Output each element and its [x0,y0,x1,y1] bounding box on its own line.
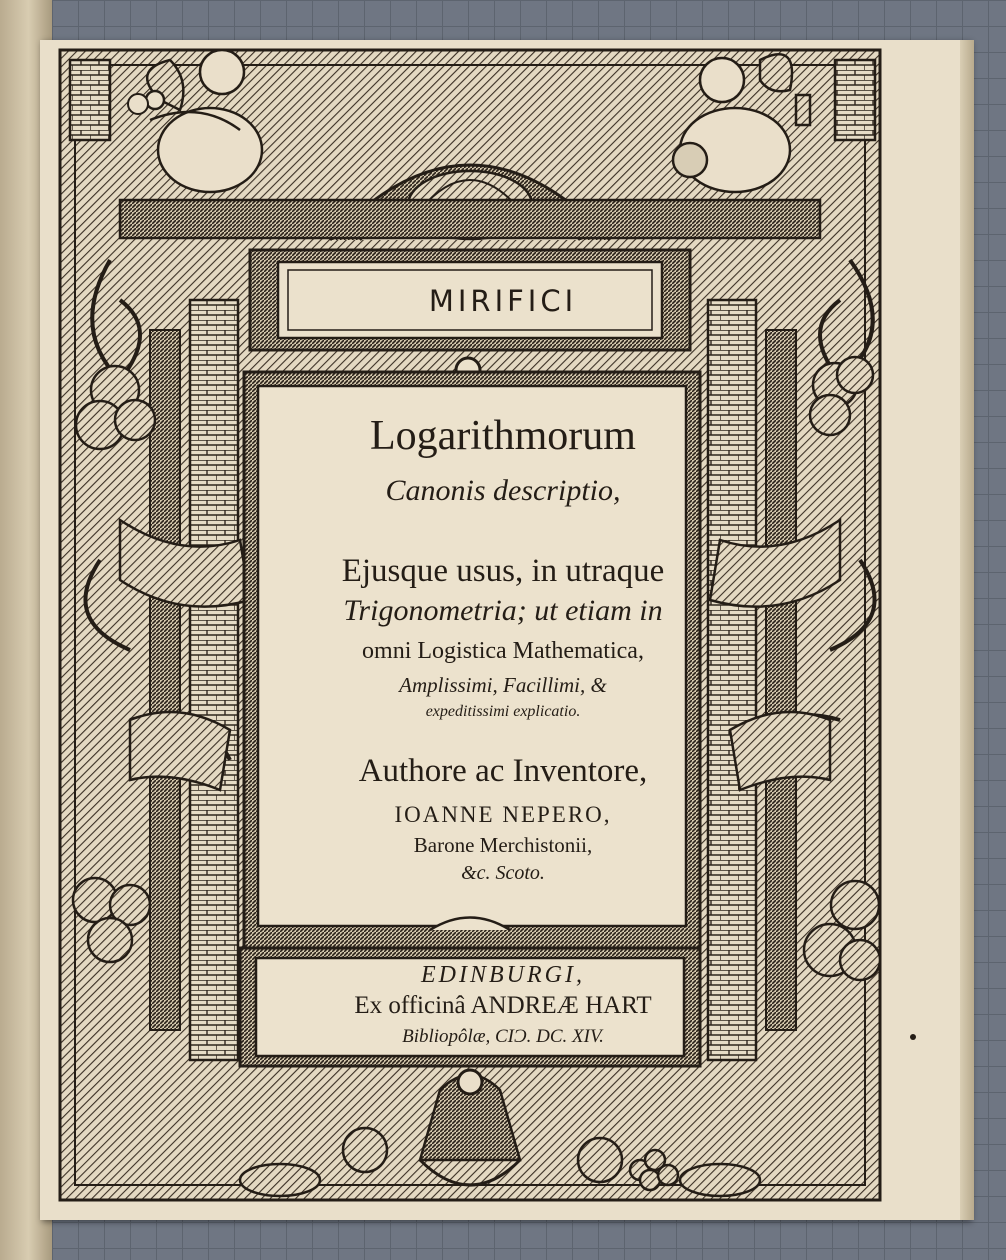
author-name: IOANNE NEPERO, [394,802,612,827]
description-line-1: Ejusque usus, in utraque [341,553,665,589]
author-origin: &c. Scoto. [461,862,545,884]
header-mirifici: MIRIFICI [428,284,578,318]
title-sub: Canonis descriptio, [385,474,621,507]
author-title: Barone Merchistonii, [413,833,593,857]
title-main: Logarithmorum [370,413,636,459]
imprint-printer: Ex officinâ ANDREÆ HART [354,992,652,1019]
imprint-city: EDINBURGI, [421,962,585,988]
author-line: Authore ac Inventore, [358,753,648,789]
description-line-3: omni Logistica Mathematica, [362,638,644,664]
description-line-5: expeditissimi explicatio. [425,703,581,720]
imprint-date: Bibliopôlæ, CIƆ. DC. XIV. [402,1026,604,1047]
description-line-4: Amplissimi, Facillimi, & [399,673,607,697]
description-line-2: Trigonometria; ut etiam in [343,594,663,627]
